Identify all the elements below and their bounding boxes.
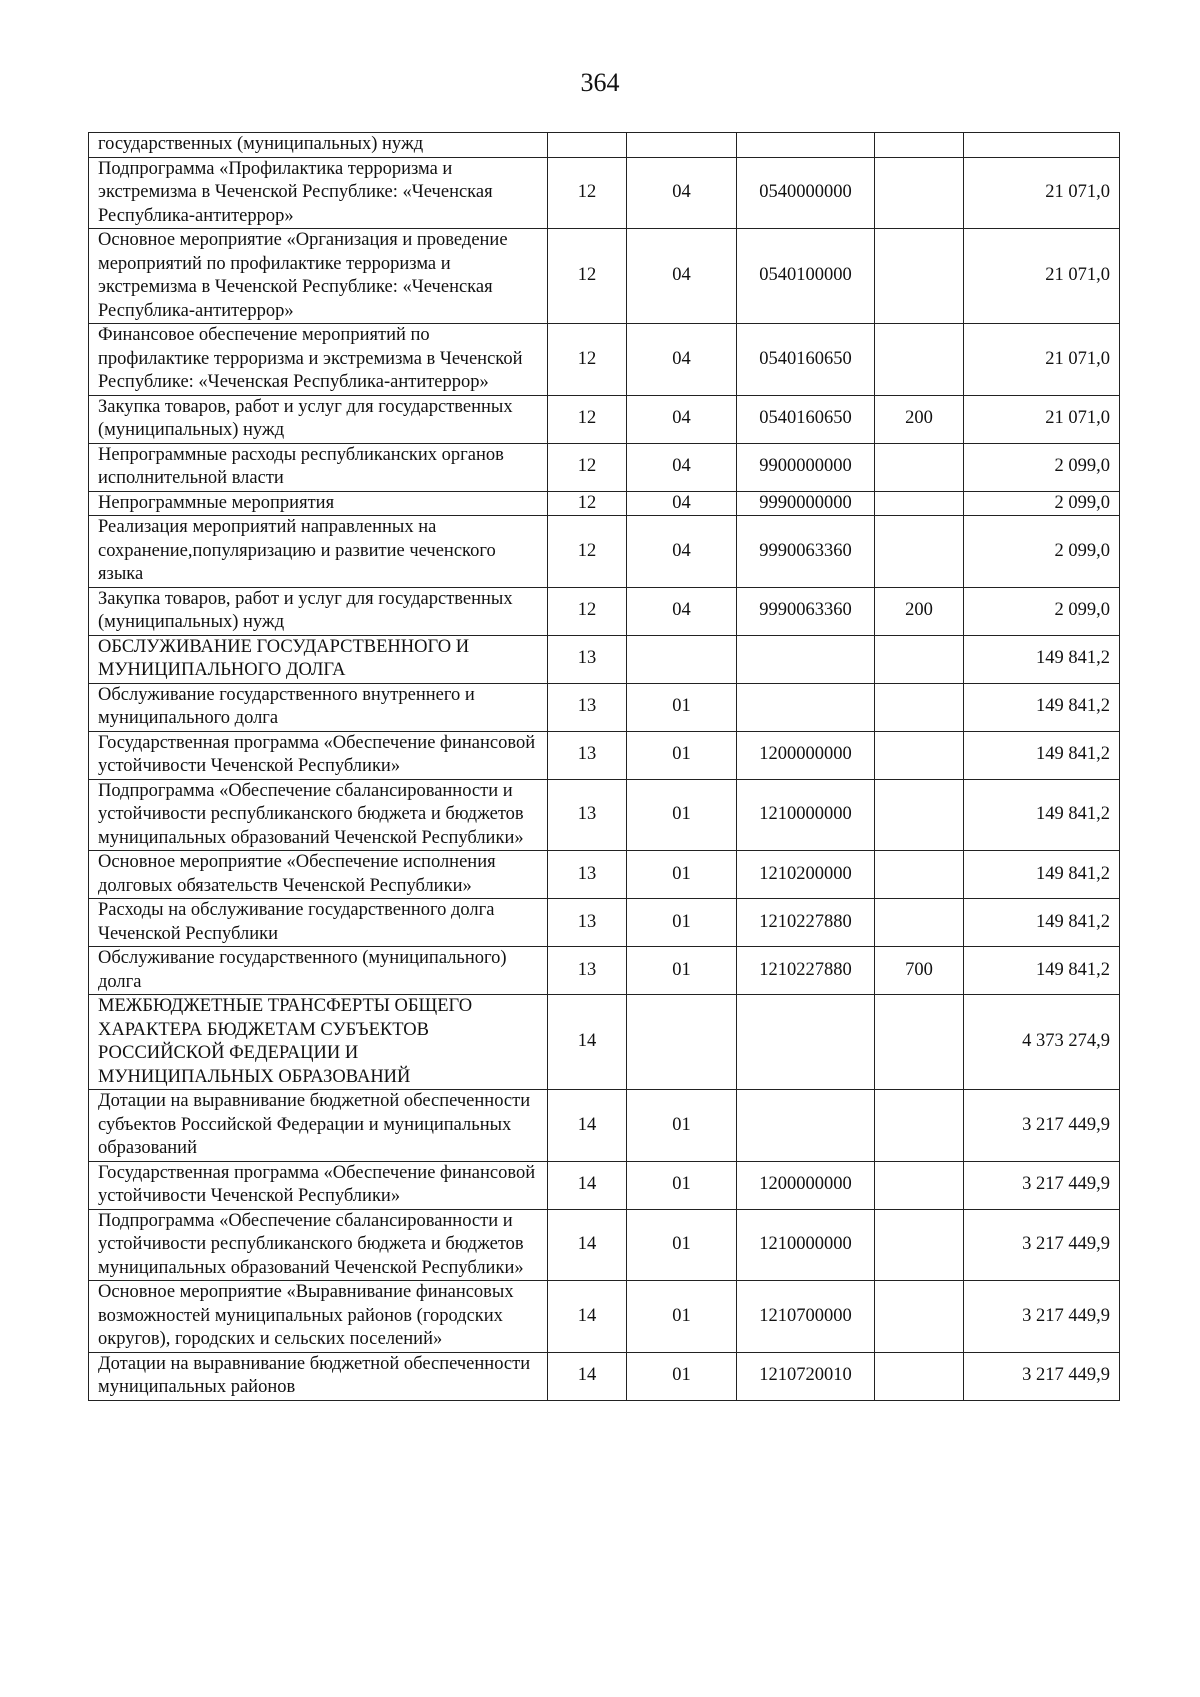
row-expense-type-cell: 200 <box>875 395 964 443</box>
table-row <box>89 443 1120 491</box>
row-name-cell: Государственная программа «Обеспечение финансовой устойчивости Чеченской Республики» <box>89 731 548 779</box>
row-expense-type-cell <box>875 157 964 229</box>
row-amount-cell: 3 217 449,9 <box>964 1352 1120 1400</box>
row-name-cell: Основное мероприятие «Выравнивание финансовых возможностей муниципальных районов (городских округов), городских и сельских поселений» <box>89 1281 548 1353</box>
row-expense-type-cell <box>875 635 964 683</box>
row-target-article-cell <box>737 133 875 158</box>
row-section-cell: 14 <box>548 1281 627 1353</box>
row-amount-cell: 3 217 449,9 <box>964 1281 1120 1353</box>
row-amount-cell: 2 099,0 <box>964 516 1120 588</box>
row-target-article-cell: 1210227880 <box>737 947 875 995</box>
row-name-cell: Реализация мероприятий направленных на сохранение,популяризацию и развитие чеченского языка <box>89 516 548 588</box>
row-section-cell: 12 <box>548 516 627 588</box>
row-section-cell: 12 <box>548 229 627 324</box>
row-expense-type-cell <box>875 443 964 491</box>
row-subsection-cell: 01 <box>627 899 737 947</box>
row-subsection-cell <box>627 995 737 1090</box>
row-section-cell: 13 <box>548 779 627 851</box>
row-subsection-cell: 01 <box>627 947 737 995</box>
row-amount-cell: 149 841,2 <box>964 947 1120 995</box>
row-section-cell: 13 <box>548 947 627 995</box>
table-row <box>89 899 1120 947</box>
row-target-article-cell <box>737 683 875 731</box>
row-name-cell: Непрограммные расходы республиканских органов исполнительной власти <box>89 443 548 491</box>
row-expense-type-cell <box>875 1161 964 1209</box>
row-subsection-cell: 04 <box>627 157 737 229</box>
row-target-article-cell: 0540000000 <box>737 157 875 229</box>
row-expense-type-cell <box>875 324 964 396</box>
row-target-article-cell: 0540160650 <box>737 395 875 443</box>
table-row <box>89 851 1120 899</box>
row-expense-type-cell: 200 <box>875 587 964 635</box>
row-subsection-cell: 01 <box>627 683 737 731</box>
row-section-cell: 13 <box>548 731 627 779</box>
row-expense-type-cell <box>875 516 964 588</box>
row-expense-type-cell <box>875 1352 964 1400</box>
row-subsection-cell: 01 <box>627 1352 737 1400</box>
row-target-article-cell: 1200000000 <box>737 1161 875 1209</box>
table-row <box>89 683 1120 731</box>
table-row <box>89 1352 1120 1400</box>
row-section-cell: 12 <box>548 587 627 635</box>
row-amount-cell: 2 099,0 <box>964 491 1120 516</box>
row-target-article-cell: 9990000000 <box>737 491 875 516</box>
table-row <box>89 491 1120 516</box>
row-amount-cell: 149 841,2 <box>964 635 1120 683</box>
row-name-cell: Подпрограмма «Профилактика терроризма и экстремизма в Чеченской Республике: «Чеченская Республика-антитеррор» <box>89 157 548 229</box>
row-amount-cell: 4 373 274,9 <box>964 995 1120 1090</box>
row-target-article-cell: 0540160650 <box>737 324 875 396</box>
row-section-cell: 12 <box>548 157 627 229</box>
table-row <box>89 1090 1120 1162</box>
row-expense-type-cell <box>875 683 964 731</box>
row-name-cell: Непрограммные мероприятия <box>89 491 548 516</box>
row-amount-cell: 21 071,0 <box>964 324 1120 396</box>
row-amount-cell: 3 217 449,9 <box>964 1209 1120 1281</box>
row-section-cell: 14 <box>548 1352 627 1400</box>
row-name-cell: Дотации на выравнивание бюджетной обеспеченности муниципальных районов <box>89 1352 548 1400</box>
row-section-cell: 13 <box>548 899 627 947</box>
row-subsection-cell: 04 <box>627 395 737 443</box>
row-target-article-cell: 1210720010 <box>737 1352 875 1400</box>
row-subsection-cell: 01 <box>627 851 737 899</box>
table-row <box>89 731 1120 779</box>
row-expense-type-cell: 700 <box>875 947 964 995</box>
row-expense-type-cell <box>875 995 964 1090</box>
row-section-cell: 12 <box>548 395 627 443</box>
row-expense-type-cell <box>875 1090 964 1162</box>
row-section-cell: 14 <box>548 1161 627 1209</box>
row-expense-type-cell <box>875 899 964 947</box>
row-expense-type-cell <box>875 851 964 899</box>
row-subsection-cell: 04 <box>627 443 737 491</box>
row-subsection-cell: 04 <box>627 516 737 588</box>
table-row <box>89 779 1120 851</box>
row-section-cell: 14 <box>548 1209 627 1281</box>
row-subsection-cell: 01 <box>627 1209 737 1281</box>
row-section-cell: 13 <box>548 851 627 899</box>
page-number: 364 <box>580 68 620 97</box>
row-amount-cell <box>964 133 1120 158</box>
table-row <box>89 133 1120 158</box>
row-subsection-cell <box>627 635 737 683</box>
row-amount-cell: 3 217 449,9 <box>964 1161 1120 1209</box>
row-section-cell: 13 <box>548 635 627 683</box>
row-section-cell: 12 <box>548 324 627 396</box>
row-subsection-cell: 01 <box>627 1161 737 1209</box>
row-name-cell: Расходы на обслуживание государственного долга Чеченской Республики <box>89 899 548 947</box>
row-name-cell: Закупка товаров, работ и услуг для государственных (муниципальных) нужд <box>89 587 548 635</box>
row-expense-type-cell <box>875 1209 964 1281</box>
row-name-cell: Закупка товаров, работ и услуг для государственных (муниципальных) нужд <box>89 395 548 443</box>
row-subsection-cell: 01 <box>627 1281 737 1353</box>
row-subsection-cell: 04 <box>627 491 737 516</box>
row-target-article-cell <box>737 1090 875 1162</box>
row-section-cell: 14 <box>548 995 627 1090</box>
row-target-article-cell: 1210227880 <box>737 899 875 947</box>
row-section-cell <box>548 133 627 158</box>
row-expense-type-cell <box>875 133 964 158</box>
row-amount-cell: 3 217 449,9 <box>964 1090 1120 1162</box>
row-section-cell: 14 <box>548 1090 627 1162</box>
row-amount-cell: 21 071,0 <box>964 229 1120 324</box>
row-amount-cell: 149 841,2 <box>964 899 1120 947</box>
table-row <box>89 587 1120 635</box>
row-subsection-cell <box>627 133 737 158</box>
row-target-article-cell: 9990063360 <box>737 587 875 635</box>
row-amount-cell: 149 841,2 <box>964 731 1120 779</box>
row-name-cell: МЕЖБЮДЖЕТНЫЕ ТРАНСФЕРТЫ ОБЩЕГО ХАРАКТЕРА БЮДЖЕТАМ СУБЪЕКТОВ РОССИЙСКОЙ ФЕДЕРАЦИИ И МУНИЦИПАЛЬНЫХ ОБРАЗОВАНИЙ <box>89 995 548 1090</box>
row-target-article-cell <box>737 995 875 1090</box>
row-target-article-cell: 1210200000 <box>737 851 875 899</box>
row-name-cell: Государственная программа «Обеспечение финансовой устойчивости Чеченской Республики» <box>89 1161 548 1209</box>
row-amount-cell: 2 099,0 <box>964 587 1120 635</box>
row-name-cell: Обслуживание государственного (муниципального) долга <box>89 947 548 995</box>
row-target-article-cell: 0540100000 <box>737 229 875 324</box>
table-row <box>89 395 1120 443</box>
row-amount-cell: 149 841,2 <box>964 683 1120 731</box>
row-subsection-cell: 01 <box>627 731 737 779</box>
row-subsection-cell: 04 <box>627 229 737 324</box>
row-subsection-cell: 04 <box>627 587 737 635</box>
row-name-cell: государственных (муниципальных) нужд <box>89 133 548 158</box>
row-expense-type-cell <box>875 779 964 851</box>
row-expense-type-cell <box>875 731 964 779</box>
row-section-cell: 13 <box>548 683 627 731</box>
table-row <box>89 947 1120 995</box>
row-name-cell: Подпрограмма «Обеспечение сбалансированности и устойчивости республиканского бюджета и бюджетов муниципальных образований Чеченской Республики» <box>89 779 548 851</box>
row-amount-cell: 21 071,0 <box>964 395 1120 443</box>
row-section-cell: 12 <box>548 491 627 516</box>
row-subsection-cell: 01 <box>627 1090 737 1162</box>
row-subsection-cell: 01 <box>627 779 737 851</box>
table-row <box>89 516 1120 588</box>
row-target-article-cell: 1200000000 <box>737 731 875 779</box>
table-row <box>89 1209 1120 1281</box>
budget-table <box>88 132 1120 1401</box>
row-name-cell: Подпрограмма «Обеспечение сбалансированности и устойчивости республиканского бюджета и бюджетов муниципальных образований Чеченской Республики» <box>89 1209 548 1281</box>
row-target-article-cell: 9990063360 <box>737 516 875 588</box>
row-name-cell: Основное мероприятие «Обеспечение исполнения долговых обязательств Чеченской Республики» <box>89 851 548 899</box>
table-row <box>89 229 1120 324</box>
row-target-article-cell: 1210000000 <box>737 1209 875 1281</box>
row-amount-cell: 2 099,0 <box>964 443 1120 491</box>
table-row <box>89 1281 1120 1353</box>
row-target-article-cell: 1210700000 <box>737 1281 875 1353</box>
table-row <box>89 1161 1120 1209</box>
row-target-article-cell: 1210000000 <box>737 779 875 851</box>
table-row <box>89 635 1120 683</box>
row-name-cell: Финансовое обеспечение мероприятий по профилактике терроризма и экстремизма в Чеченской Республике: «Чеченская Республика-антитеррор» <box>89 324 548 396</box>
table-row <box>89 995 1120 1090</box>
row-expense-type-cell <box>875 491 964 516</box>
row-expense-type-cell <box>875 1281 964 1353</box>
row-subsection-cell: 04 <box>627 324 737 396</box>
table-row <box>89 157 1120 229</box>
row-name-cell: ОБСЛУЖИВАНИЕ ГОСУДАРСТВЕННОГО И МУНИЦИПАЛЬНОГО ДОЛГА <box>89 635 548 683</box>
row-amount-cell: 149 841,2 <box>964 779 1120 851</box>
row-expense-type-cell <box>875 229 964 324</box>
row-name-cell: Основное мероприятие «Организация и проведение мероприятий по профилактике терроризма и экстремизма в Чеченской Республике: «Чеченская Республика-антитеррор» <box>89 229 548 324</box>
row-target-article-cell: 9900000000 <box>737 443 875 491</box>
row-section-cell: 12 <box>548 443 627 491</box>
row-target-article-cell <box>737 635 875 683</box>
row-name-cell: Обслуживание государственного внутреннего и муниципального долга <box>89 683 548 731</box>
row-amount-cell: 149 841,2 <box>964 851 1120 899</box>
row-name-cell: Дотации на выравнивание бюджетной обеспеченности субъектов Российской Федерации и муниципальных образований <box>89 1090 548 1162</box>
row-amount-cell: 21 071,0 <box>964 157 1120 229</box>
table-row <box>89 324 1120 396</box>
